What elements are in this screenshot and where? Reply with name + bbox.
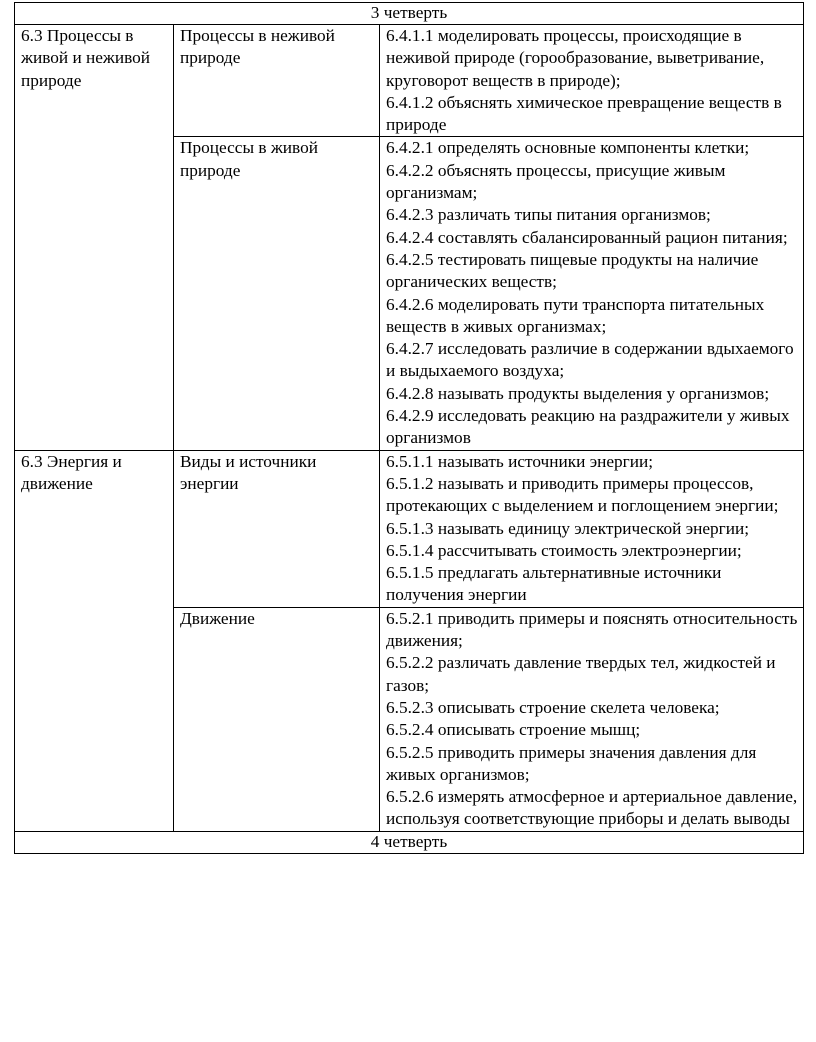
topic-cell	[174, 607, 380, 831]
section-title: 6.3 Энергия и движение	[21, 451, 122, 493]
section-cell	[15, 25, 174, 451]
objective-item: 6.5.2.3 описывать строение скелета человека;	[386, 697, 720, 717]
objective-item: 6.4.2.4 составлять сбалансированный рацион питания;	[386, 227, 788, 247]
objectives-cell	[380, 137, 804, 450]
topic-cell	[174, 450, 380, 607]
objective-item: 6.5.2.1 приводить примеры и пояснять относительность движения;	[386, 608, 798, 651]
table-row	[15, 25, 804, 137]
quarter-4-header: 4 четверть	[15, 831, 804, 853]
section-title: 6.3 Процессы в живой и неживой природе	[21, 26, 151, 90]
section-cell	[15, 450, 174, 831]
topic-title: Движение	[180, 608, 255, 628]
objective-item: 6.4.2.5 тестировать пищевые продукты на наличие органических веществ;	[386, 249, 759, 292]
objectives-cell	[380, 607, 804, 831]
topic-title: Виды и источники энергии	[180, 451, 317, 493]
objectives-cell	[380, 25, 804, 137]
objective-item: 6.5.2.4 описывать строение мышц;	[386, 720, 641, 740]
objective-item: 6.4.1.1 моделировать процессы, происходящие в неживой природе (горообразование, выветривание, круговорот веществ в природе);	[386, 26, 765, 90]
objective-item: 6.4.2.8 называть продукты выделения у организмов;	[386, 383, 770, 403]
curriculum-table	[14, 2, 804, 854]
table-row	[15, 450, 804, 607]
quarter-header-row	[15, 831, 804, 853]
objective-item: 6.4.2.1 определять основные компоненты клетки;	[386, 138, 750, 158]
objective-item: 6.4.2.2 объяснять процессы, присущие живым организмам;	[386, 160, 726, 203]
objective-item: 6.5.2.5 приводить примеры значения давления для живых организмов;	[386, 742, 757, 784]
objective-item: 6.5.1.2 называть и приводить примеры процессов, протекающих с выделением и поглощением энергии;	[386, 473, 779, 516]
quarter-3-header: 3 четверть	[15, 3, 804, 25]
topic-title: Процессы в неживой природе	[180, 26, 335, 68]
objective-item: 6.5.1.1 называть источники энергии;	[386, 451, 654, 471]
objective-item: 6.4.2.9 исследовать реакцию на раздражители у живых организмов	[386, 406, 790, 448]
topic-cell	[174, 137, 380, 450]
objective-item: 6.5.1.3 называть единицу электрической энергии;	[386, 518, 750, 538]
objective-item: 6.4.2.7 исследовать различие в содержании вдыхаемого и выдыхаемого воздуха;	[386, 339, 794, 381]
topic-cell	[174, 25, 380, 137]
objective-item: 6.4.1.2 объяснять химическое превращение веществ в природе	[386, 92, 782, 135]
objectives-cell	[380, 450, 804, 607]
objective-item: 6.5.1.5 предлагать альтернативные источники получения энергии	[386, 563, 722, 605]
objective-item: 6.5.2.6 измерять атмосферное и артериальное давление, используя соответствующие приборы и делать выводы	[386, 787, 798, 829]
objective-item: 6.4.2.6 моделировать пути транспорта питательных веществ в живых организмах;	[386, 294, 765, 336]
objective-item: 6.5.2.2 различать давление твердых тел, жидкостей и газов;	[386, 653, 776, 695]
objective-item: 6.4.2.3 различать типы питания организмов;	[386, 205, 711, 225]
quarter-header-row	[15, 3, 804, 25]
objective-item: 6.5.1.4 рассчитывать стоимость электроэнергии;	[386, 540, 742, 560]
topic-title: Процессы в живой природе	[180, 138, 318, 180]
